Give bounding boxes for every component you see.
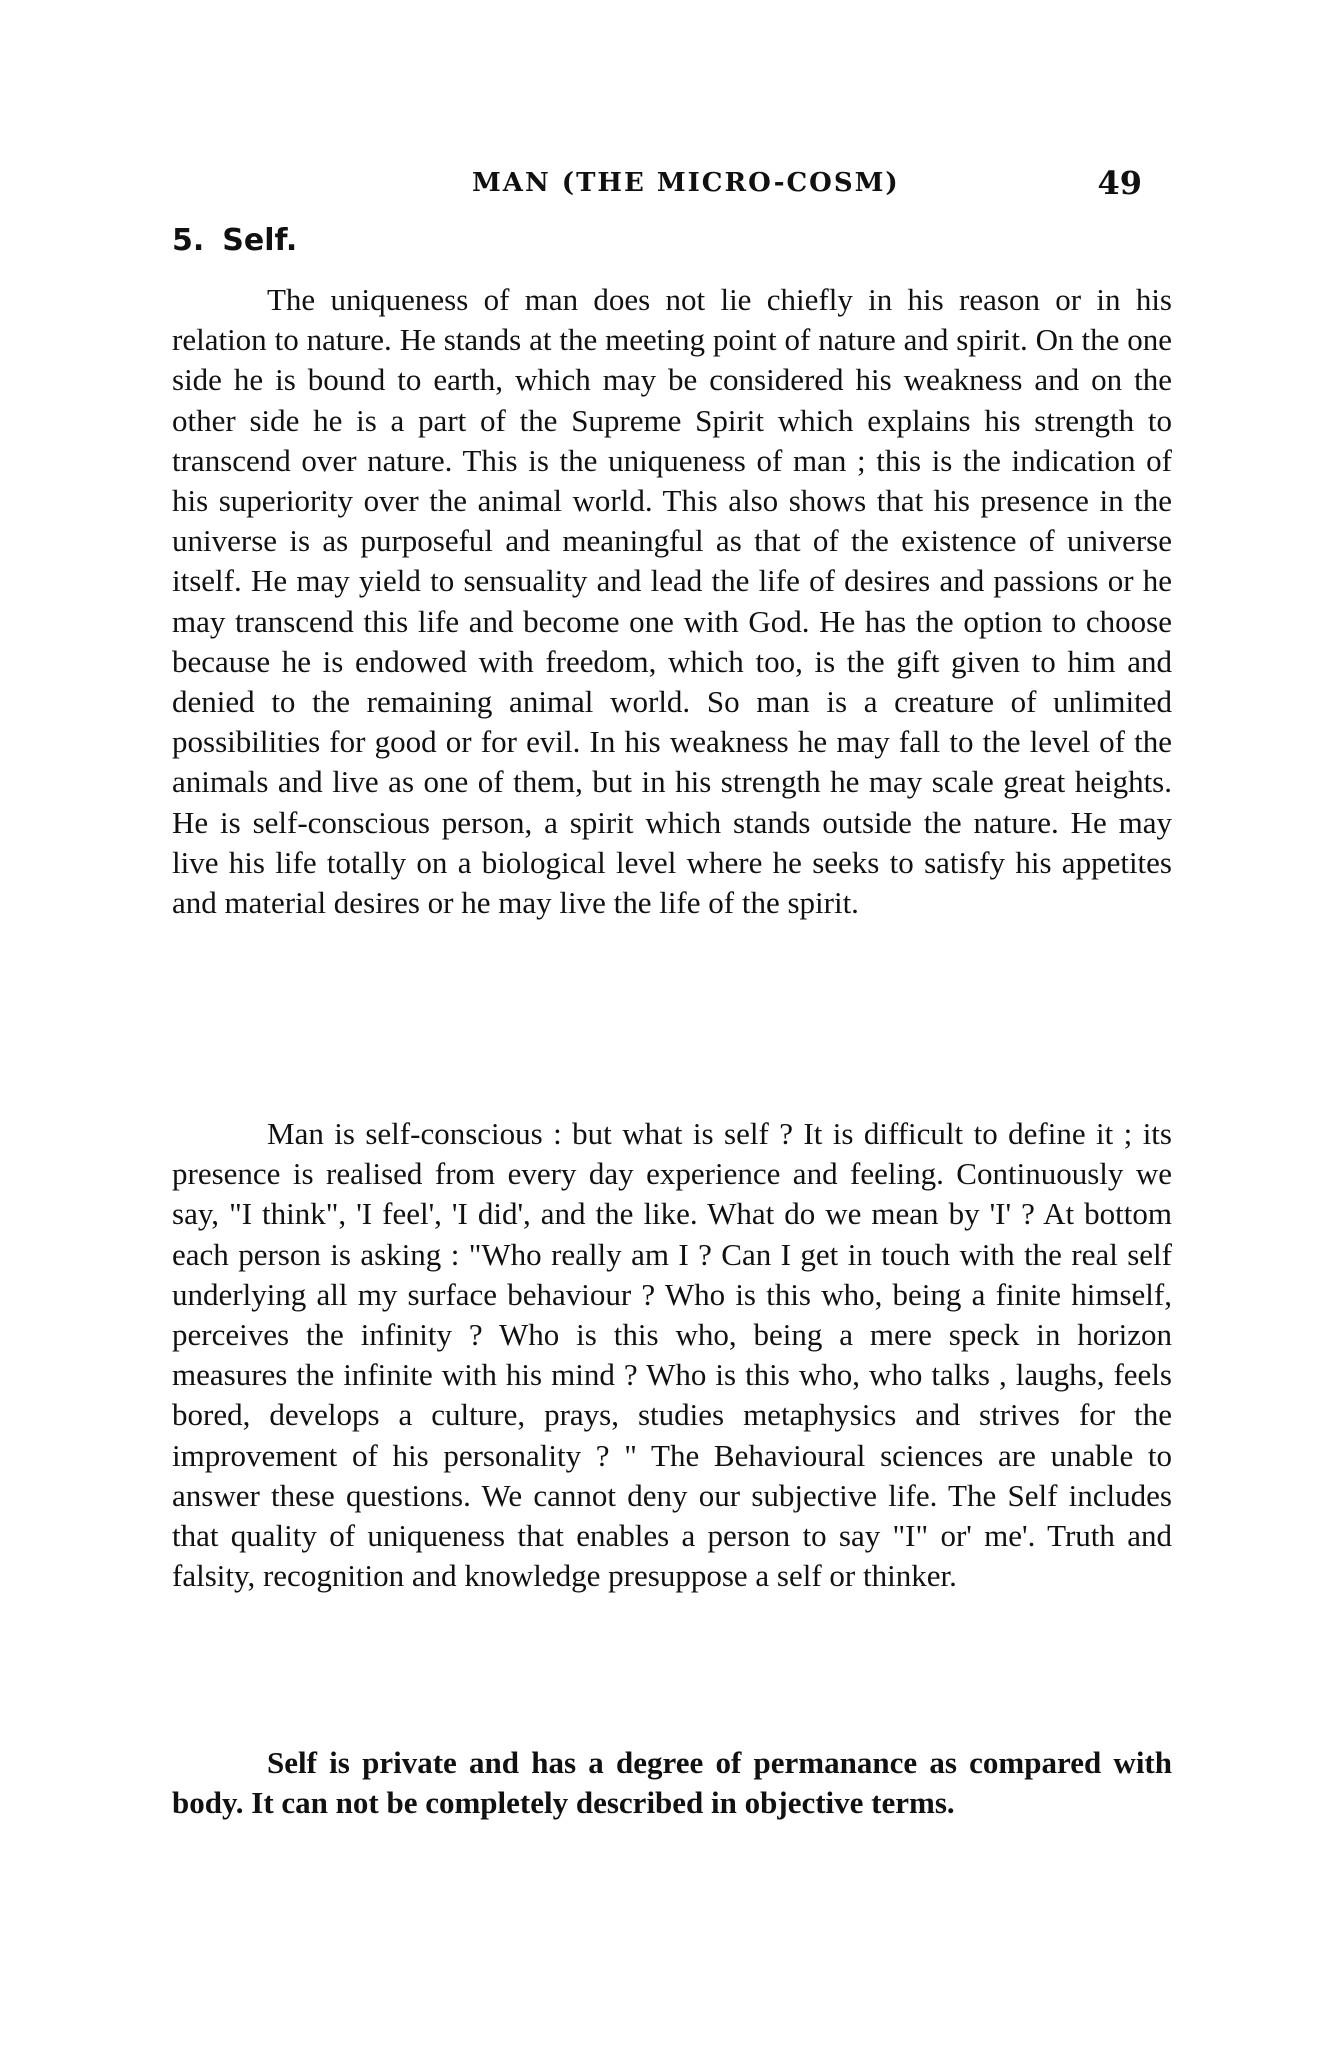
page-number: 49: [1097, 164, 1142, 202]
running-head: [172, 164, 1172, 208]
running-title: MAN (THE MICRO-COSM): [472, 168, 900, 198]
section-title: Self.: [222, 223, 298, 258]
paragraph-3: Self is private and has a degree of permanance as compared with body. It can not be completely described in objective terms.: [172, 1745, 1172, 1821]
section-number: 5.: [172, 223, 205, 258]
section-heading: [172, 223, 297, 258]
paragraph-1: The uniqueness of man does not lie chiefly in his reason or in his relation to nature. He stands at the meeting point of nature and spirit. On the one side he is bound to earth, which may be considered his weakness and on the other side he is a part of the Supreme Spirit which explains his strength to transcend over nature. This is the uniqueness of man ; this is the indication of his superiority over the animal world. This also shows that his presence in the universe is as purposeful and meaningful as that of the existence of universe itself. He may yield to sensuality and lead the life of desires and passions or he may transcend this life and become one with God. He has the option to choose because he is endowed with freedom, which too, is the gift given to him and denied to the remaining animal world. So man is a creature of unlimited possibilities for good or for evil. In his weakness he may fall to the level of the animals and live as one of them, but in his strength he may scale great heights. He is self-conscious person, a spirit which stands outside the nature. He may live his life totally on a biological level where he seeks to satisfy his appetites and material desires or he may live the life of the spirit.: [172, 282, 1172, 921]
paragraph-2: Man is self-conscious : but what is self ? It is difficult to define it ; its presence is realised from every day experience and feeling. Continuously we say, "I think", 'I feel', 'I did', and the like. What do we mean by 'I' ? At bottom each person is asking : "Who really am I ? Can I get in touch with the real self underlying all my surface behaviour ? Who is this who, being a finite himself, perceives the infinity ? Who is this who, being a mere speck in horizon measures the infinite with his mind ? Who is this who, who talks , laughs, feels bored, develops a culture, prays, studies metaphysics and strives for the improvement of his personality ? " The Behavioural sciences are unable to answer these questions. We cannot deny our subjective life. The Self includes that quality of uniqueness that enables a person to say "I" or' me'. Truth and falsity, recognition and knowledge presuppose a self or thinker.: [172, 1116, 1172, 1594]
